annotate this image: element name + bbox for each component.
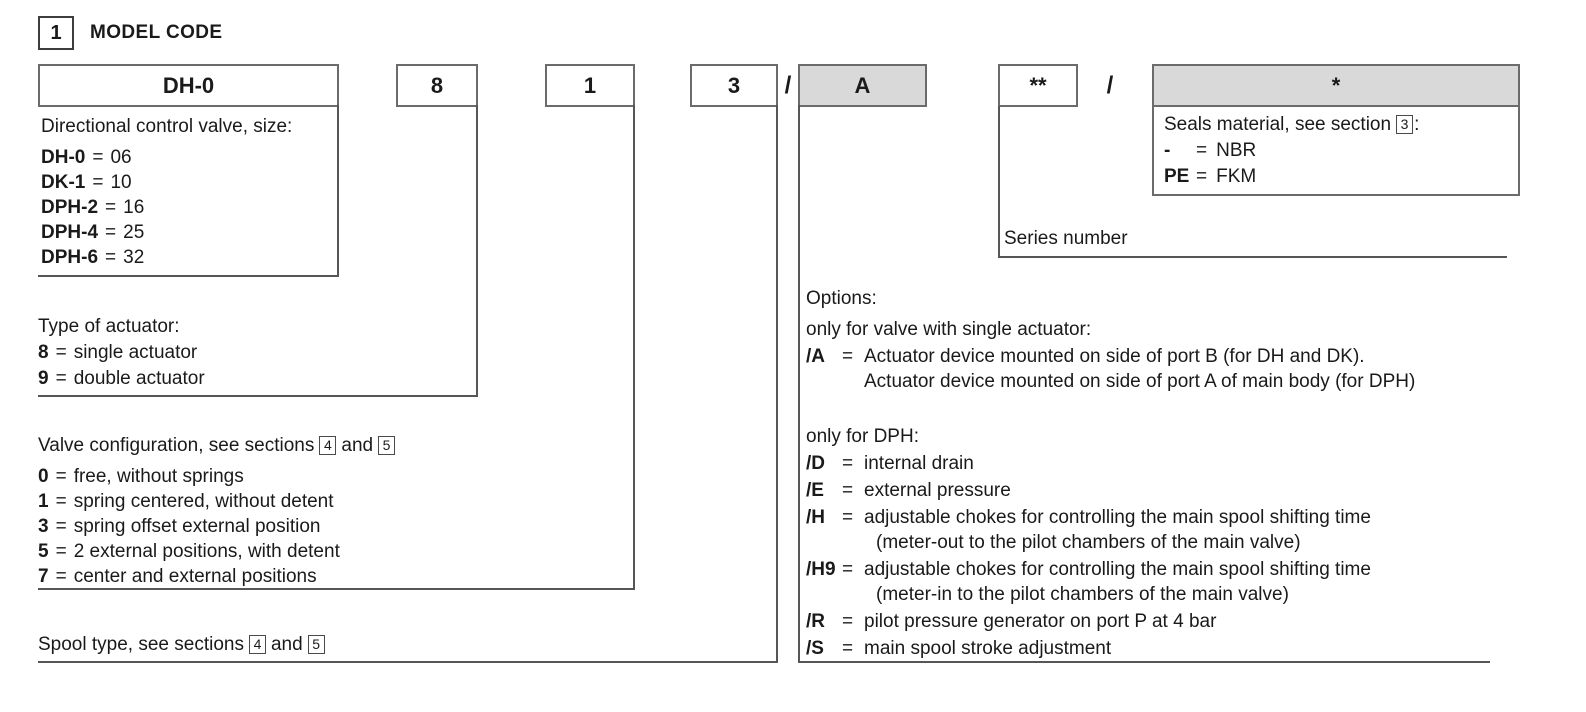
equals-sign: =	[55, 566, 67, 587]
option-desc: adjustable chokes for controlling the main spool shifting time (meter-out to the pilot chambers of the main valve)	[864, 507, 1371, 553]
equals-sign: =	[842, 346, 854, 367]
code-box-model	[38, 64, 339, 107]
series-number-label: Series number	[1004, 228, 1128, 249]
equals-sign: =	[842, 611, 854, 632]
seals-block-title	[1164, 112, 1419, 138]
option-code: /D	[806, 453, 825, 474]
size-block	[41, 114, 292, 270]
code-box-series	[998, 64, 1078, 107]
option-item-d	[806, 451, 1506, 476]
option-item-a	[806, 344, 1506, 394]
config-desc: 2 external positions, with detent	[73, 541, 340, 562]
conjunction-text: and	[341, 435, 374, 456]
actuator-block-title: Type of actuator:	[38, 316, 180, 337]
option-desc: Actuator device mounted on side of port B (for DH and DK). Actuator device mounted on side of port A of main body (for DPH)	[864, 346, 1416, 392]
size-code: DK-1	[41, 172, 86, 193]
size-code: DPH-4	[41, 222, 99, 243]
option-desc: main spool stroke adjustment	[864, 638, 1112, 659]
section-title: MODEL CODE	[90, 22, 223, 43]
size-code: DPH-6	[41, 247, 99, 268]
equals-sign: =	[55, 342, 67, 363]
equals-sign: =	[55, 491, 67, 512]
conjunction-text: and	[270, 634, 303, 655]
code-box-actuator	[396, 64, 478, 107]
option-item-r	[806, 609, 1506, 634]
config-desc: center and external positions	[73, 566, 317, 587]
actuator-code: 9	[38, 368, 49, 389]
equals-sign: =	[105, 247, 117, 268]
code-config-label: 1	[583, 72, 597, 98]
code-box-seals	[1152, 64, 1520, 107]
option-code: /S	[806, 638, 824, 659]
size-value: 06	[110, 147, 132, 168]
code-actuator-label: 8	[430, 72, 444, 98]
config-code: 5	[38, 541, 49, 562]
code-slash-option: /	[784, 71, 792, 99]
config-title-text: Valve configuration, see sections	[38, 435, 315, 456]
size-value: 16	[123, 197, 145, 218]
equals-sign: =	[842, 453, 854, 474]
option-code: /H	[806, 507, 825, 528]
option-code: /H9	[806, 559, 836, 580]
options-title: Options:	[806, 288, 877, 309]
option-desc: internal drain	[864, 453, 974, 474]
config-row	[38, 464, 400, 489]
size-block-title: Directional control valve, size:	[41, 116, 293, 137]
spool-block	[38, 632, 330, 658]
seal-code: PE	[1164, 166, 1190, 187]
actuator-row	[38, 340, 205, 366]
seal-value: NBR	[1216, 140, 1257, 161]
seal-row	[1164, 138, 1419, 164]
equals-sign: =	[105, 222, 117, 243]
option-desc: external pressure	[864, 480, 1011, 501]
options-dph-note: only for DPH:	[806, 426, 919, 447]
config-desc: free, without springs	[73, 466, 244, 487]
equals-sign: =	[55, 466, 67, 487]
config-block	[38, 433, 400, 589]
seal-value: FKM	[1216, 166, 1257, 187]
actuator-row	[38, 366, 205, 392]
size-row	[41, 170, 292, 195]
seals-title-text: Seals material, see section	[1164, 114, 1392, 135]
actuator-code: 8	[38, 342, 49, 363]
spool-title-text: Spool type, see sections	[38, 634, 244, 655]
equals-sign: =	[105, 197, 117, 218]
section-number: 1	[50, 21, 62, 44]
option-code: /R	[806, 611, 825, 632]
section-3-ref: 3	[1396, 115, 1413, 134]
section-header	[38, 16, 222, 50]
size-row	[41, 145, 292, 170]
size-row	[41, 195, 292, 220]
option-desc: pilot pressure generator on port P at 4 bar	[864, 611, 1217, 632]
code-model-label: DH-0	[162, 72, 215, 98]
code-spool-label: 3	[727, 72, 741, 98]
option-item-e	[806, 478, 1506, 503]
section-number-box	[38, 16, 74, 50]
equals-sign: =	[842, 480, 854, 501]
code-box-spool	[690, 64, 778, 107]
config-row	[38, 564, 400, 589]
equals-sign: =	[842, 559, 854, 580]
equals-sign: =	[92, 147, 104, 168]
seals-block	[1164, 112, 1419, 190]
option-code: /A	[806, 346, 825, 367]
actuator-desc: double actuator	[73, 368, 205, 389]
code-series-label: **	[1029, 72, 1047, 98]
seals-title-colon: :	[1414, 114, 1420, 135]
config-code: 0	[38, 466, 49, 487]
equals-sign: =	[55, 368, 67, 389]
seal-code: -	[1164, 140, 1171, 161]
equals-sign: =	[842, 638, 854, 659]
equals-sign: =	[842, 507, 854, 528]
equals-sign: =	[55, 516, 67, 537]
option-item-s	[806, 636, 1506, 661]
options-single-actuator-note: only for valve with single actuator:	[806, 319, 1092, 340]
section-5-ref: 5	[308, 635, 325, 654]
config-code: 1	[38, 491, 49, 512]
config-code: 7	[38, 566, 49, 587]
config-block-title	[38, 433, 400, 459]
equals-sign: =	[1196, 140, 1208, 161]
actuator-desc: single actuator	[73, 342, 198, 363]
code-box-config	[545, 64, 635, 107]
code-option-label: A	[854, 72, 871, 98]
size-value: 32	[123, 247, 145, 268]
config-desc: spring offset external position	[73, 516, 321, 537]
size-value: 10	[110, 172, 132, 193]
option-code: /E	[806, 480, 824, 501]
actuator-block	[38, 314, 205, 392]
config-row	[38, 514, 400, 539]
equals-sign: =	[55, 541, 67, 562]
config-row	[38, 539, 400, 564]
section-4-ref: 4	[249, 635, 266, 654]
size-row	[41, 220, 292, 245]
size-code: DH-0	[41, 147, 86, 168]
config-row	[38, 489, 400, 514]
options-block	[806, 286, 1506, 661]
size-value: 25	[123, 222, 145, 243]
option-item-h9	[806, 557, 1506, 607]
code-box-option	[798, 64, 927, 107]
size-code: DPH-2	[41, 197, 99, 218]
option-desc: adjustable chokes for controlling the main spool shifting time (meter-in to the pilot chambers of the main valve)	[864, 559, 1371, 605]
section-4-ref: 4	[319, 436, 336, 455]
seal-row	[1164, 164, 1419, 190]
equals-sign: =	[92, 172, 104, 193]
option-item-h	[806, 505, 1506, 555]
section-5-ref: 5	[378, 436, 395, 455]
code-seals-label: *	[1331, 72, 1341, 98]
config-desc: spring centered, without detent	[73, 491, 334, 512]
code-slash-seals: /	[1106, 71, 1114, 99]
size-row	[41, 245, 292, 270]
config-code: 3	[38, 516, 49, 537]
equals-sign: =	[1196, 166, 1208, 187]
